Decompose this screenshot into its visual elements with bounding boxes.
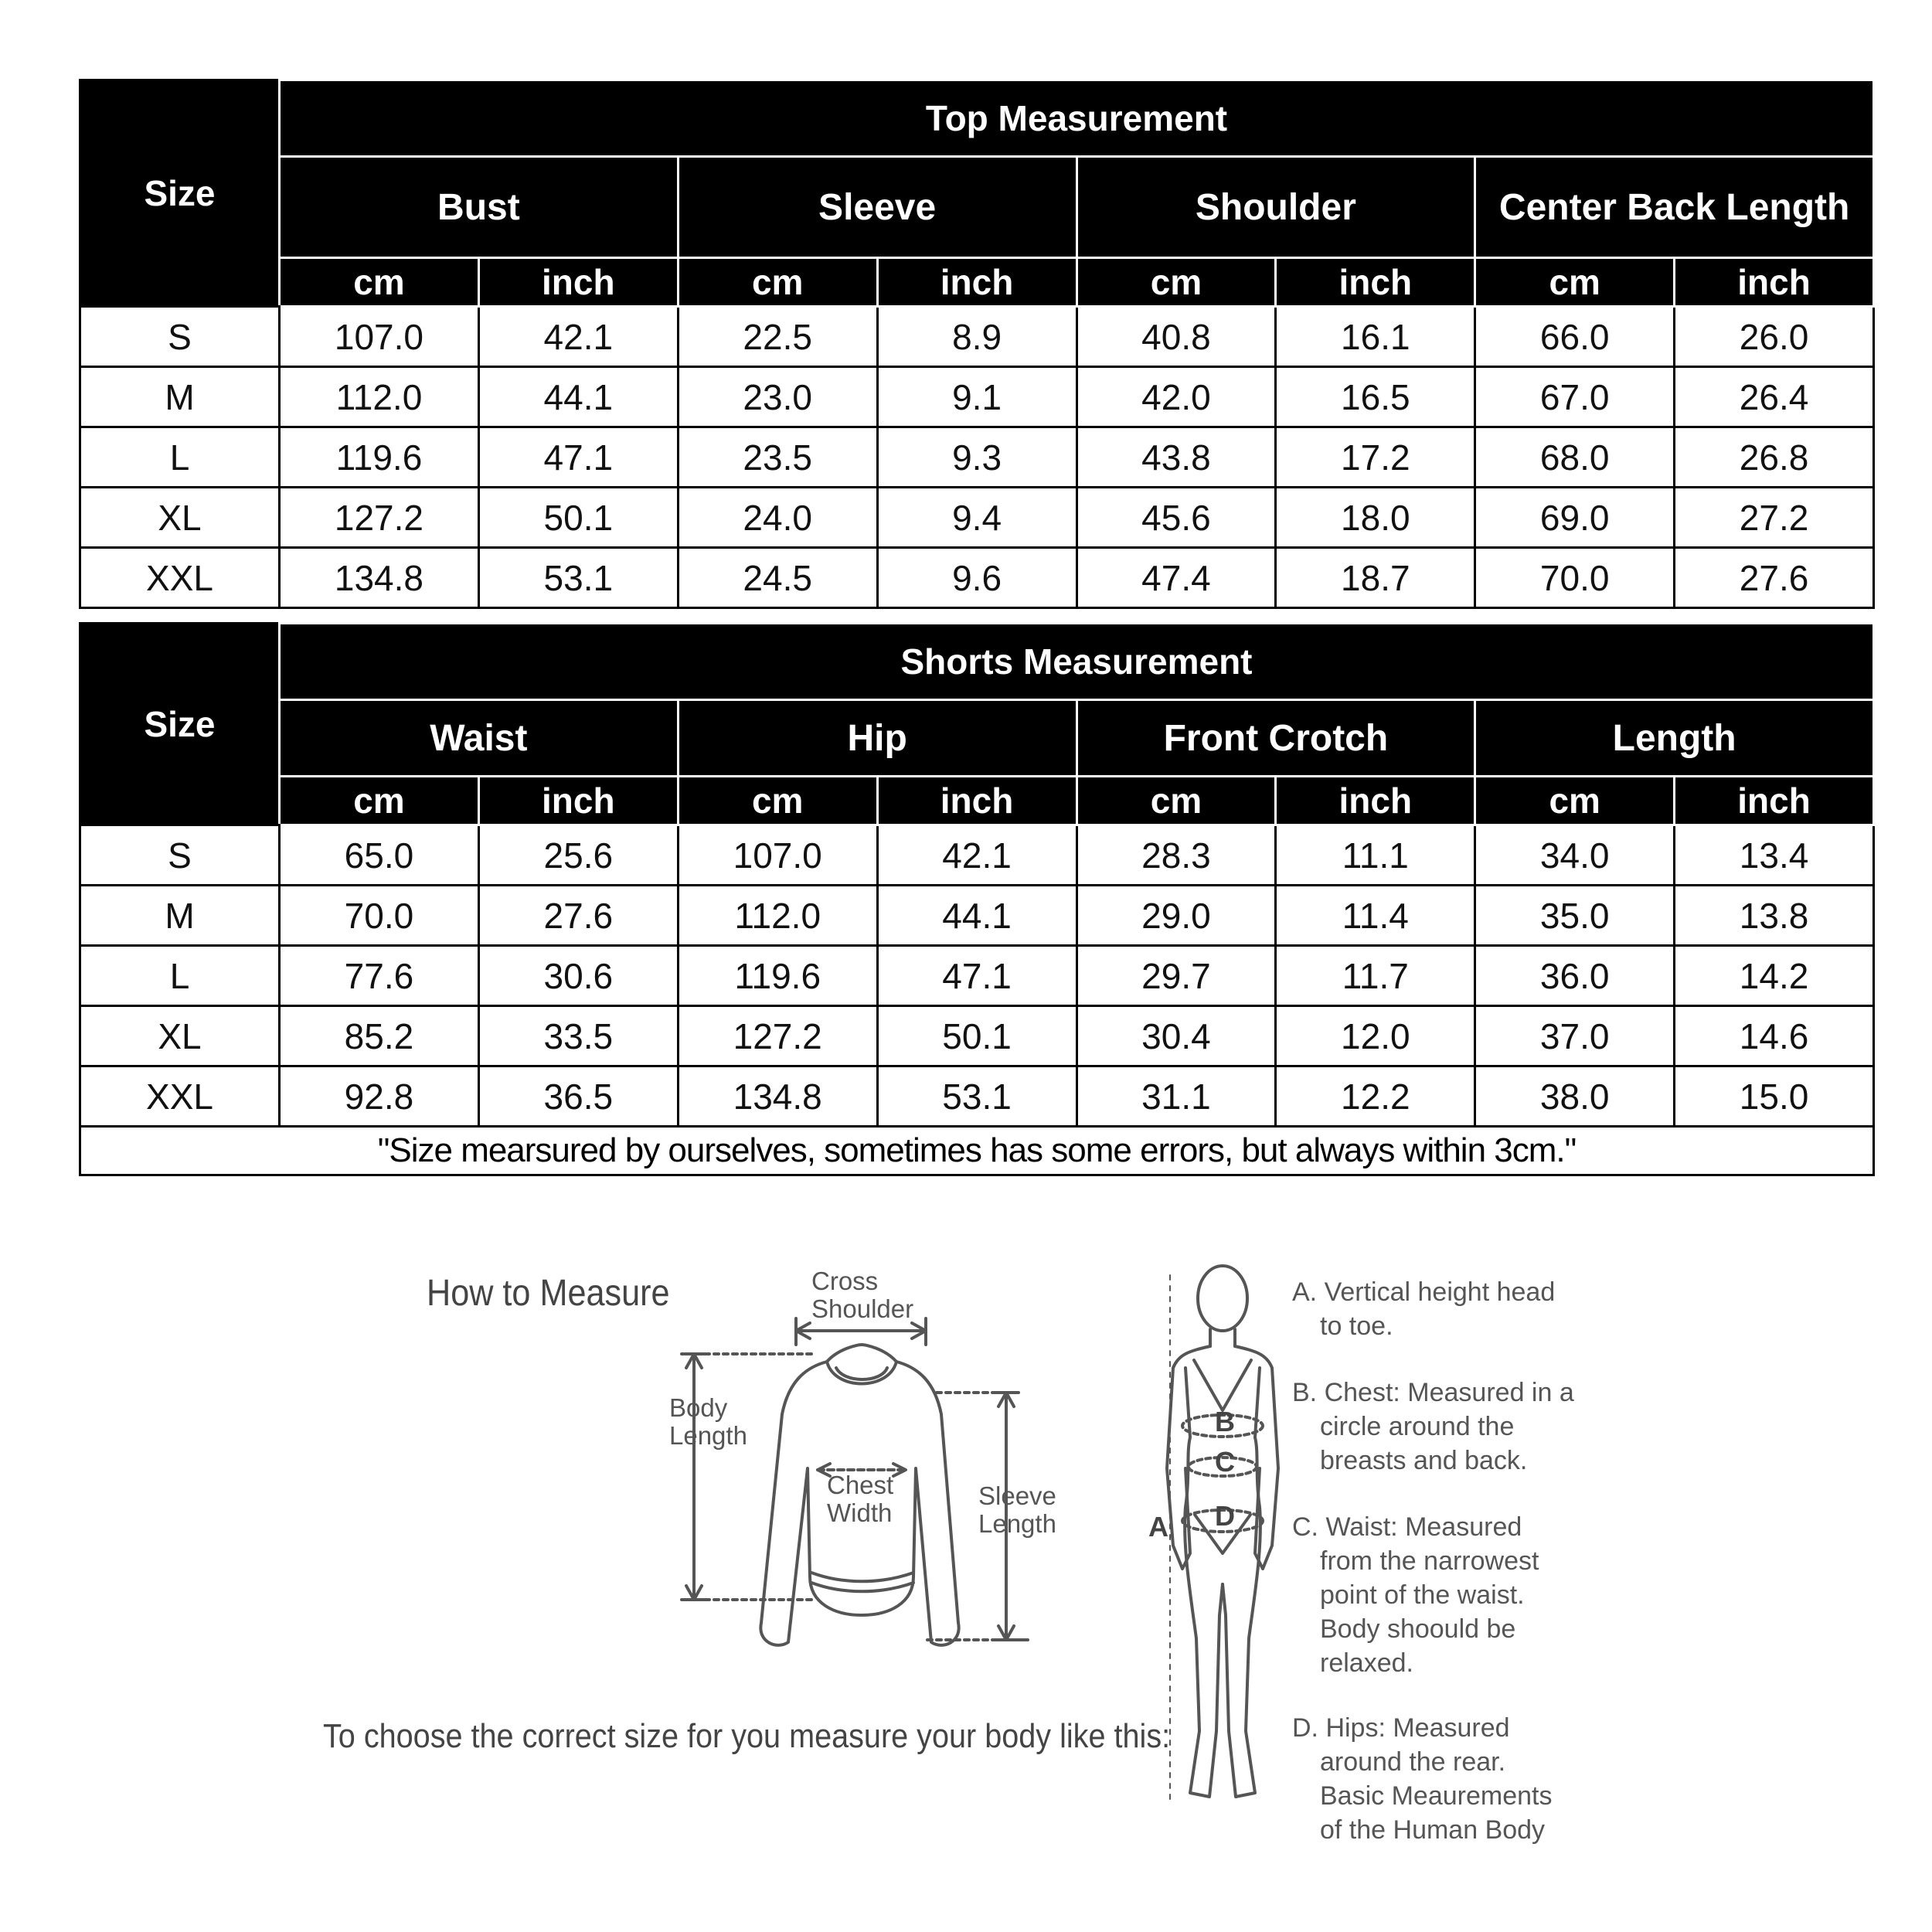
measurement-cell: 14.2 [1675, 946, 1874, 1006]
legend-d [1292, 1711, 1552, 1847]
measurement-cell: 15.0 [1675, 1066, 1874, 1127]
unit-header: inch [877, 258, 1077, 307]
measurement-cell: 26.0 [1675, 307, 1874, 367]
measurement-cell: 112.0 [280, 367, 479, 427]
measurement-cell: 37.0 [1475, 1006, 1675, 1066]
measurement-cell: 50.1 [478, 488, 678, 548]
group-header: Center Back Length [1475, 157, 1874, 258]
legend-line: circle around the [1320, 1412, 1515, 1441]
table-title: Top Measurement [280, 80, 1874, 157]
sleeve-length-label: Sleeve [978, 1481, 1056, 1510]
size-cell: XL [80, 1006, 280, 1066]
legend-line: Body shoould be [1320, 1614, 1516, 1644]
unit-header: cm [1475, 777, 1675, 825]
legend-line: A. Vertical height head [1292, 1277, 1556, 1307]
measurement-cell: 53.1 [478, 548, 678, 608]
group-header: Waist [280, 700, 679, 777]
size-cell: S [80, 307, 280, 367]
unit-header: cm [678, 777, 877, 825]
measurement-cell: 34.0 [1475, 825, 1675, 886]
measurement-cell: 119.6 [280, 427, 479, 488]
measurement-cell: 14.6 [1675, 1006, 1874, 1066]
measurement-cell: 9.1 [877, 367, 1077, 427]
legend-a [1292, 1275, 1555, 1343]
unit-header: inch [1276, 777, 1475, 825]
size-cell: L [80, 427, 280, 488]
measurement-cell: 13.8 [1675, 886, 1874, 946]
measurement-cell: 43.8 [1077, 427, 1276, 488]
measurement-cell: 18.0 [1276, 488, 1475, 548]
measurement-cell: 13.4 [1675, 825, 1874, 886]
measurement-cell: 134.8 [280, 548, 479, 608]
legend-b [1292, 1376, 1574, 1478]
measurement-cell: 77.6 [280, 946, 479, 1006]
legend-line: D. Hips: Measured [1292, 1713, 1510, 1743]
body-length-label: Body [669, 1393, 728, 1422]
group-header: Length [1475, 700, 1874, 777]
measurement-cell: 24.5 [678, 548, 877, 608]
legend-line: point of the waist. [1320, 1580, 1525, 1610]
unit-header: inch [1675, 258, 1874, 307]
unit-header: inch [1276, 258, 1475, 307]
legend-line: C. Waist: Measured [1292, 1512, 1522, 1542]
instruction-text: To choose the correct size for you measure your body like this: [323, 1717, 1171, 1755]
measurement-cell: 26.4 [1675, 367, 1874, 427]
measurement-cell: 35.0 [1475, 886, 1675, 946]
measurement-note: "Size mearsured by ourselves, sometimes has some errors, but always within 3cm." [80, 1127, 1874, 1175]
size-cell: M [80, 367, 280, 427]
unit-header: inch [1675, 777, 1874, 825]
measurement-cell: 85.2 [280, 1006, 479, 1066]
unit-header: cm [1475, 258, 1675, 307]
cross-shoulder-label: Shoulder [811, 1294, 914, 1323]
legend-line: B. Chest: Measured in a [1292, 1378, 1574, 1407]
measurement-cell: 9.3 [877, 427, 1077, 488]
measurement-cell: 23.0 [678, 367, 877, 427]
group-header: Sleeve [678, 157, 1077, 258]
measurement-cell: 107.0 [678, 825, 877, 886]
size-cell: XXL [80, 1066, 280, 1127]
unit-header: cm [280, 777, 479, 825]
measurement-cell: 67.0 [1475, 367, 1675, 427]
body-marker-d: D [1215, 1500, 1235, 1532]
table-title: Shorts Measurement [280, 624, 1874, 700]
measurement-cell: 31.1 [1077, 1066, 1276, 1127]
measurement-cell: 9.6 [877, 548, 1077, 608]
legend-c [1292, 1510, 1539, 1680]
legend-line: breasts and back. [1320, 1446, 1528, 1475]
measurement-cell: 16.1 [1276, 307, 1475, 367]
measurement-cell: 8.9 [877, 307, 1077, 367]
measurement-cell: 22.5 [678, 307, 877, 367]
measurement-cell: 65.0 [280, 825, 479, 886]
measurement-cell: 38.0 [1475, 1066, 1675, 1127]
measurement-cell: 9.4 [877, 488, 1077, 548]
unit-header: cm [280, 258, 479, 307]
measurement-cell: 44.1 [877, 886, 1077, 946]
measurement-cell: 112.0 [678, 886, 877, 946]
measurement-cell: 66.0 [1475, 307, 1675, 367]
measurement-cell: 47.1 [478, 427, 678, 488]
chest-width-label: Width [827, 1498, 893, 1527]
body-marker-a: A [1148, 1511, 1168, 1543]
measurement-cell: 40.8 [1077, 307, 1276, 367]
unit-header: inch [877, 777, 1077, 825]
measurement-cell: 50.1 [877, 1006, 1077, 1066]
measurement-cell: 28.3 [1077, 825, 1276, 886]
measurement-cell: 30.6 [478, 946, 678, 1006]
size-header: Size [80, 80, 280, 307]
unit-header: inch [478, 258, 678, 307]
measurement-cell: 42.0 [1077, 367, 1276, 427]
measurement-cell: 47.1 [877, 946, 1077, 1006]
measurement-cell: 45.6 [1077, 488, 1276, 548]
measurement-cell: 18.7 [1276, 548, 1475, 608]
measurement-cell: 69.0 [1475, 488, 1675, 548]
measurement-cell: 53.1 [877, 1066, 1077, 1127]
measurement-cell: 29.0 [1077, 886, 1276, 946]
measurement-cell: 119.6 [678, 946, 877, 1006]
measurement-cell: 42.1 [877, 825, 1077, 886]
group-header: Bust [280, 157, 679, 258]
measurement-cell: 127.2 [280, 488, 479, 548]
legend-line: of the Human Body [1320, 1815, 1546, 1845]
unit-header: cm [1077, 777, 1276, 825]
chest-width-label: Chest [827, 1471, 894, 1499]
size-cell: L [80, 946, 280, 1006]
body-length-label: Length [669, 1421, 747, 1450]
size-cell: XXL [80, 548, 280, 608]
measurement-cell: 42.1 [478, 307, 678, 367]
cross-shoulder-label: Cross [811, 1267, 879, 1295]
measurement-cell: 26.8 [1675, 427, 1874, 488]
legend-line: to toe. [1320, 1311, 1393, 1341]
sleeve-length-label: Length [978, 1509, 1056, 1538]
measurement-cell: 36.5 [478, 1066, 678, 1127]
group-header: Shoulder [1077, 157, 1475, 258]
legend-line: relaxed. [1320, 1648, 1413, 1678]
measurement-cell: 27.6 [478, 886, 678, 946]
size-cell: M [80, 886, 280, 946]
measurement-cell: 25.6 [478, 825, 678, 886]
measurement-cell: 11.1 [1276, 825, 1475, 886]
group-header: Front Crotch [1077, 700, 1475, 777]
measurement-cell: 27.6 [1675, 548, 1874, 608]
measurement-cell: 23.5 [678, 427, 877, 488]
measurement-cell: 11.4 [1276, 886, 1475, 946]
measurement-cell: 12.0 [1276, 1006, 1475, 1066]
measurement-cell: 11.7 [1276, 946, 1475, 1006]
measurement-cell: 47.4 [1077, 548, 1276, 608]
size-header: Size [80, 624, 280, 825]
unit-header: cm [678, 258, 877, 307]
measurement-cell: 127.2 [678, 1006, 877, 1066]
measurement-cell: 70.0 [1475, 548, 1675, 608]
measurement-cell: 36.0 [1475, 946, 1675, 1006]
measurement-cell: 134.8 [678, 1066, 877, 1127]
measurement-cell: 24.0 [678, 488, 877, 548]
size-cell: S [80, 825, 280, 886]
measurement-cell: 16.5 [1276, 367, 1475, 427]
size-cell: XL [80, 488, 280, 548]
measurement-cell: 70.0 [280, 886, 479, 946]
measurement-cell: 68.0 [1475, 427, 1675, 488]
measurement-cell: 92.8 [280, 1066, 479, 1127]
measurement-cell: 17.2 [1276, 427, 1475, 488]
measurement-cell: 30.4 [1077, 1006, 1276, 1066]
measurement-cell: 12.2 [1276, 1066, 1475, 1127]
measurement-cell: 29.7 [1077, 946, 1276, 1006]
body-marker-c: C [1215, 1446, 1235, 1478]
measurement-cell: 107.0 [280, 307, 479, 367]
legend-line: from the narrowest [1320, 1546, 1539, 1576]
measurement-cell: 33.5 [478, 1006, 678, 1066]
how-to-measure-title: How to Measure [427, 1273, 670, 1314]
legend-line: Basic Meaurements [1320, 1781, 1553, 1811]
legend-line: around the rear. [1320, 1747, 1506, 1777]
unit-header: cm [1077, 258, 1276, 307]
measurement-cell: 27.2 [1675, 488, 1874, 548]
body-marker-b: B [1215, 1406, 1235, 1437]
group-header: Hip [678, 700, 1077, 777]
unit-header: inch [478, 777, 678, 825]
measurement-cell: 44.1 [478, 367, 678, 427]
